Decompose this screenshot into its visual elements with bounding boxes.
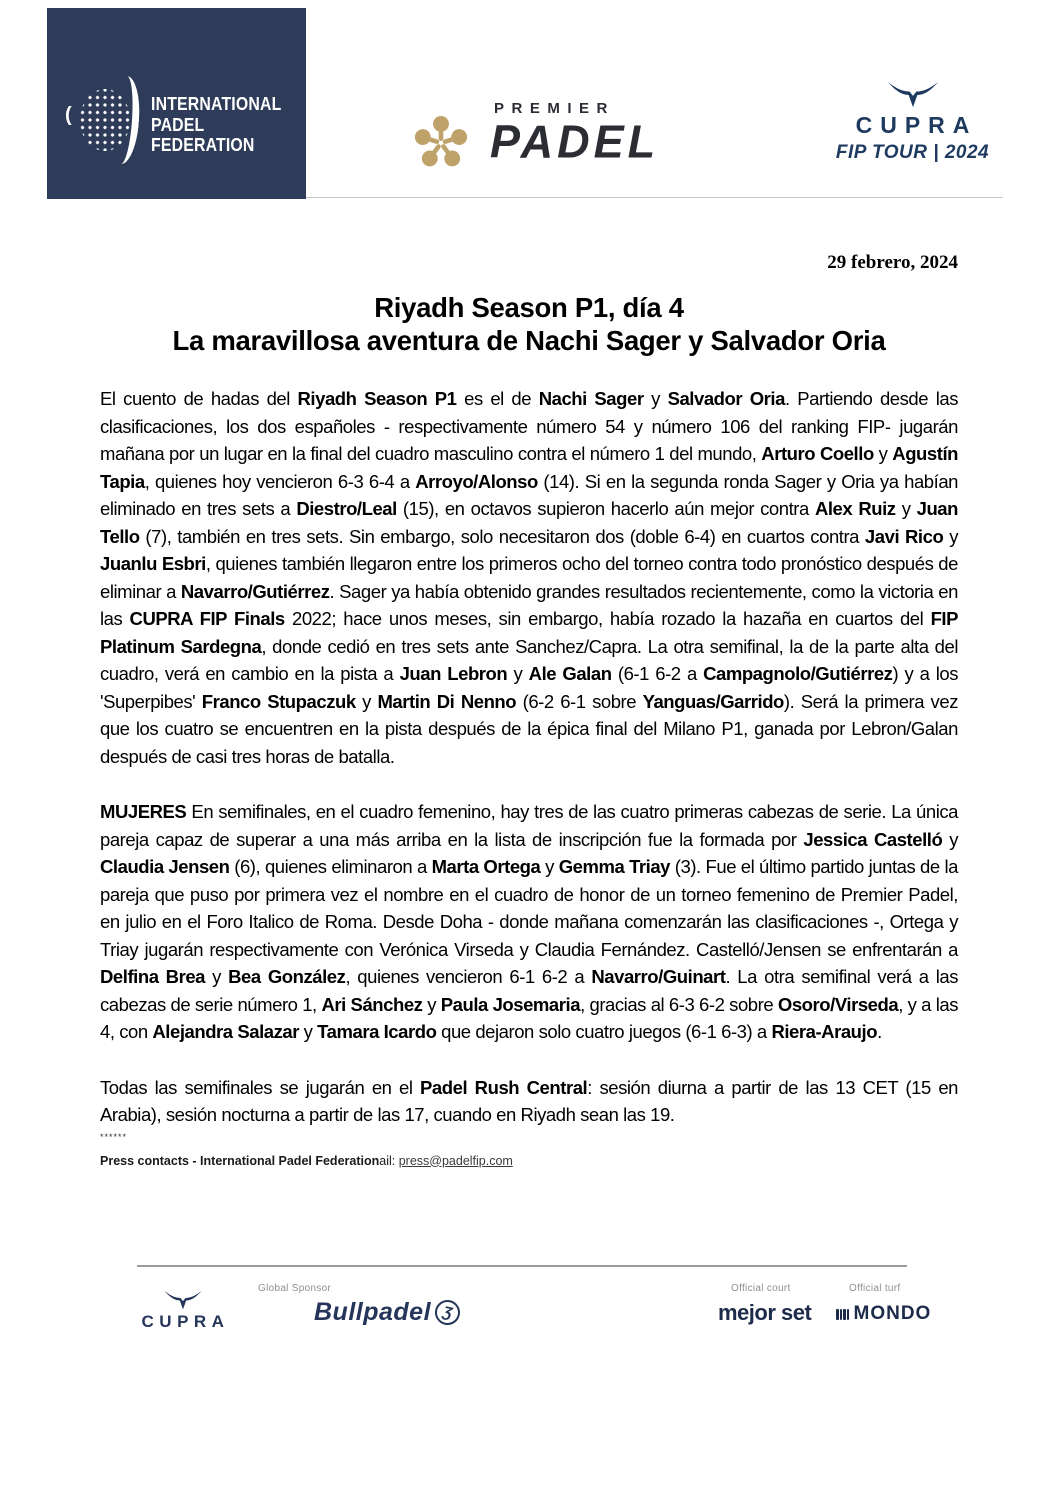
article-body [100,385,958,1129]
page-title [100,291,958,357]
premier-padel-rosette-icon [408,110,474,176]
padel-wordmark: PADEL [490,115,660,168]
divider-stars: ****** [100,1131,128,1142]
premier-wordmark-top: PREMIER [494,100,615,117]
press-email-link[interactable]: press@padelfip.com [398,1153,513,1168]
cupra-wordmark: CUPRA [855,112,978,138]
ipf-line-3: FEDERATION [151,135,255,155]
ipf-arc-mark-icon: ( [65,104,72,126]
bullpadel-logo [314,1298,460,1327]
footer-divider [137,1265,907,1267]
cupra-bull-icon [887,80,939,110]
ipf-line-1: INTERNATIONAL [151,94,282,114]
footer-cupra-wordmark: CUPRA [141,1312,230,1331]
date: 29 febrero, 2024 [827,252,958,273]
bullpadel-emblem-icon: Ʒ [433,1298,463,1328]
paragraph-men: El cuento de hadas del Riyadh Season P1 es el de Nachi Sager y Salvador Oria. Partiendo desde las clasificaciones, los dos españoles - respectivamente número 54 y número 106 del ranking FIP- jugarán mañana por un lugar en la final del cuadro masculino contra el número 1 del mundo, Arturo Coello y Agustín Tapia, quienes hoy vencieron 6-3 6-4 a Arroyo/Alonso (14). Si en la segunda ronda Sager y Oria ya habían eliminado en tres sets a Diestro/Leal (15), en octavos supieron hacerlo aún mejor contra Alex Ruiz y Juan Tello (7), también en tres sets. Sin embargo, solo necesitaron dos (doble 6-4) en cuartos contra Javi Rico y Juanlu Esbri, quienes también llegaron entre los primeros ocho del torneo contra todo pronóstico después de eliminar a Navarro/Gutiérrez. Sager ya había obtenido grandes resultados recientemente, como la victoria en las CUPRA FIP Finals 2022; hace unos meses, sin embargo, había rozado la hazaña en cuartos del FIP Platinum Sardegna, donde cedió en tres sets ante Sanchez/Capra. La otra semifinal, la de la parte alta del cuadro, verá en cambio en la pista a Juan Lebron y Ale Galan (6-1 6-2 a Campagnolo/Gutiérrez) y a los 'Superpibes' Franco Stupaczuk y Martin Di Nenno (6-2 6-1 sobre Yanguas/Garrido). Será la primera vez que los cuatro se encuentren en la pista después de la épica final del Milano P1, ganada por Lebron/Galan después de casi tres horas de batalla. [100,388,959,767]
mondo-bars-icon [836,1309,849,1320]
cupra-bull-icon [164,1290,202,1311]
article-column [100,252,958,1168]
header-divider [306,197,1003,198]
paragraph-schedule: Todas las semifinales se jugarán en el Padel Rush Central: sesión diurna a partir de las 13 CET (15 en Arabia), sesión nocturna a partir de las 17, cuando en Riyadh sean las 19. [100,1076,958,1125]
footer-cupra-logo [128,1290,238,1332]
mejorset-logo: mejor set [718,1300,812,1325]
ipf-wordmark [151,94,281,156]
paragraph-women: MUJERES En semifinales, en el cuadro femenino, hay tres de las cuatro primeras cabezas de serie. La única pareja capaz de superar a una más arriba en la lista de inscripción fue la formada por Jessica Castelló y Claudia Jensen (6), quienes eliminaron a Marta Ortega y Gemma Triay (3). Fue el último partido juntas de la pareja que puso por primera vez el nombre en el cuadro de honor de un torneo femenino de Premier Padel, en julio en el Foro Italico de Roma. Desde Doha - donde mañana comenzarán las clasificaciones -, Ortega y Triay jugarán respectivamente con Verónica Virseda y Claudia Fernández. Castelló/Jensen se enfrentarán a Delfina Brea y Bea González, quienes vencieron 6-1 6-2 a Navarro/Guinart. La otra semifinal verá a las cabezas de serie número 1, Ari Sánchez y Paula Josemaria, gracias al 6-3 6-2 sobre Osoro/Virseda, y a las 4, con Alejandra Salazar y Tamara Icardo que dejaron solo cuatro juegos (6-1 6-3) a Riera-Araujo. [100,801,959,1042]
title-line-1: Riyadh Season P1, día 4 [374,292,684,323]
official-court-label: Official court [731,1283,791,1294]
cupra-fip-tour-logo [815,80,1010,164]
ipf-crescent-icon [106,75,142,165]
title-line-2: La maravillosa aventura de Nachi Sager y Salvador Oria [172,325,886,356]
ipf-line-2: PADEL [151,114,205,135]
ipf-logo [47,8,306,199]
bullpadel-wordmark: Bullpadel [314,1298,432,1326]
press-contacts [100,1154,958,1168]
global-sponsor-label: Global Sponsor [258,1283,332,1294]
press-contacts-label: Press contacts - International Padel Federation [100,1153,380,1168]
press-mail-label: ail: [379,1153,399,1168]
mondo-logo [836,1303,931,1325]
mondo-wordmark: MONDO [853,1303,932,1324]
fip-tour-2024-label: FIP TOUR | 2024 [835,142,990,163]
official-turf-label: Official turf [849,1283,901,1294]
